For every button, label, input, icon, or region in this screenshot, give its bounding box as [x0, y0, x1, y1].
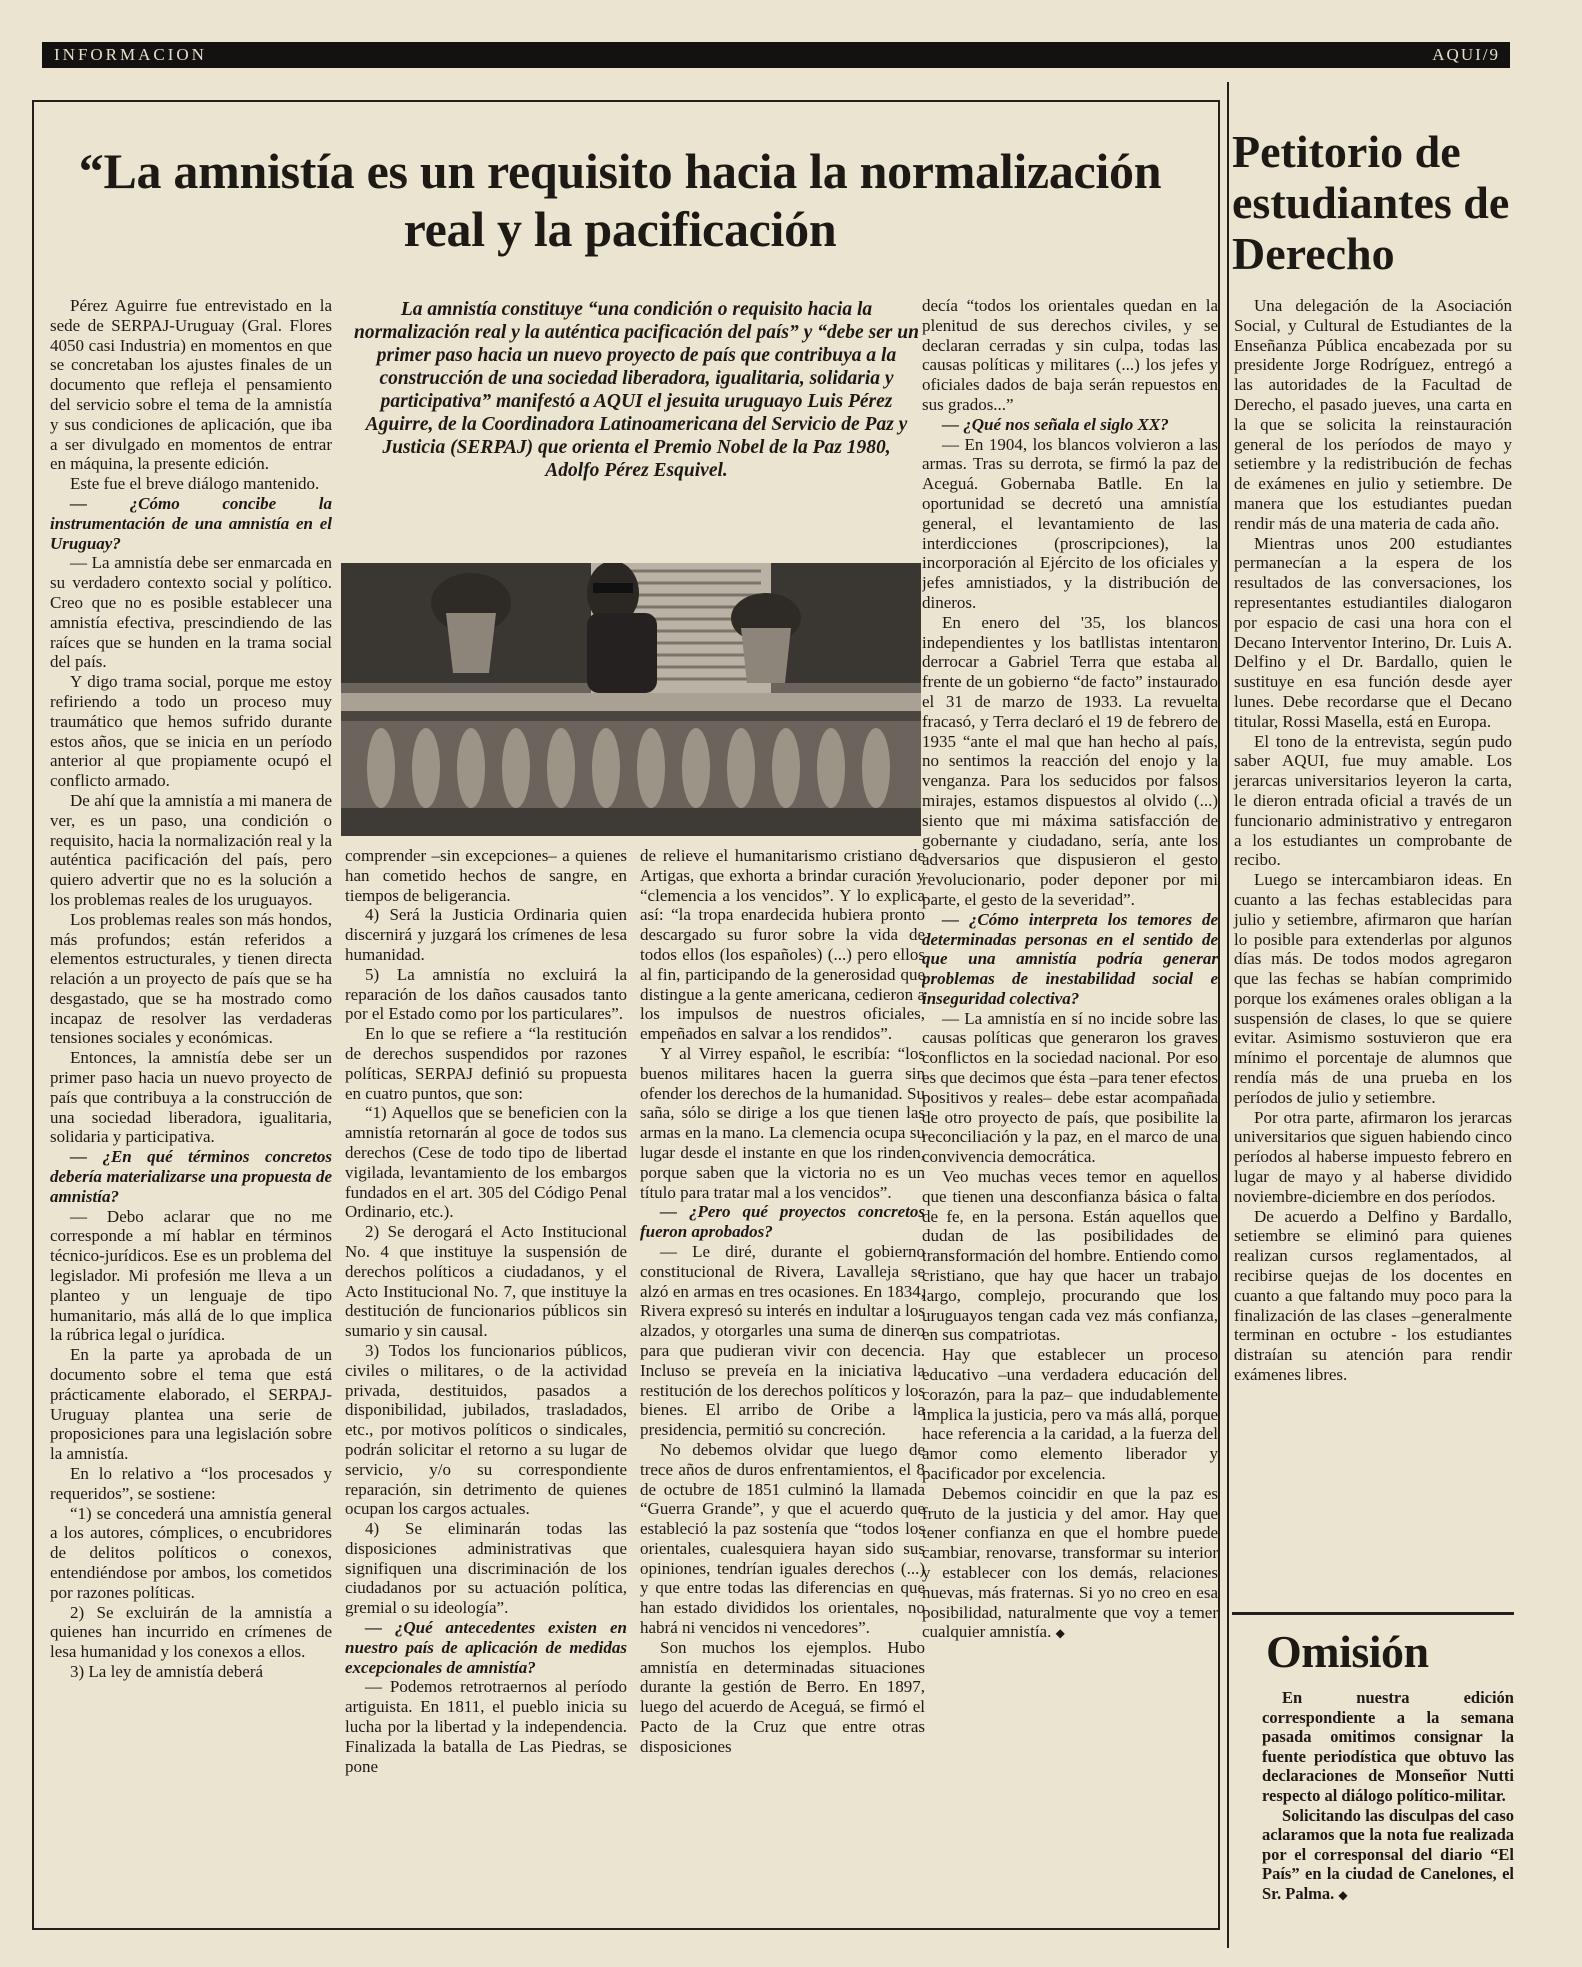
paragraph: 4) Se eliminarán todas las disposiciones administrativas que signifiquen una discriminación de los ciudadanos por su actuación política, gremial o su ideología”. — [345, 1519, 627, 1618]
paragraph: 5) La amnistía no excluirá la reparación de los daños causados tanto por el Estado como por los particulares”. — [345, 964, 627, 1024]
paragraph: En enero del '35, los blancos independientes y los batllistas intentaron derrocar a Gabriel Terra que estaba al frente de un gobierno “de facto” instaurado el 31 de marzo de 1933. La revuelta fracasó, y Terra declaró el 19 de febrero de 1935 “ante el mal que han hecho al país, no sentimos la reacción del enojo y la venganza. Para los seducidos por falsos mirajes, estamos dispuestos al olvido (...) siento que mi máxima satisfacción de gobernante y ciudadano, sería, ante los adversarios que dispusieron el gesto revolucionario, poder deponer por mi parte, el gesto de la severidad”. — [922, 612, 1218, 909]
article-photo — [341, 563, 921, 836]
paragraph: Por otra parte, afirmaron los jerarcas universitarios que siguen habiendo cinco períodos al haberse impuesto febrero en lugar de mayo y al haberse dividido noviembre-diciembre en dos períodos. — [1234, 1107, 1512, 1206]
section-label: INFORMACION — [54, 45, 207, 64]
paragraph: 2) Se derogará el Acto Institucional No. 4 que instituye la suspensión de derechos políticos a ciudadanos, y el Acto Institucional No. 7, que instituye la destitución de funcionarios públicos sin sumario y sin causal. — [345, 1222, 627, 1341]
paragraph — [922, 1484, 1218, 1644]
article-column-4 — [922, 296, 1218, 1926]
paragraph: — Debo aclarar que no me corresponde a mí hablar en términos técnico-jurídicos. Ese es un problema del legislador. Mi profesión me lleva a un planteo y un lenguaje de tipo humanitario, más allá de lo que implica la rúbrica legal o jurídica. — [50, 1206, 332, 1345]
article-column-3 — [640, 846, 925, 1928]
paragraph: Mientras unos 200 estudiantes permanecían a la espera de los resultados de las conversaciones, los representantes estudiantiles dialogaron por espacio de casi una hora con el Decano Interventor Interino, Dr. Luis A. Delfino y el Dr. Bardallo, quien le sustituye en esa función desde ayer lunes. Debe recordarse que el Decano titular, Rossi Masella, está en Europa. — [1234, 533, 1512, 731]
paragraph: Veo muchas veces temor en aquellos que tienen una desconfianza básica o falta de fe, en la persona. Están aquellos que dudan de las posibilidades de transformación del hombre. Entiendo como cristiano, que hay que hacer un trabajo largo, complejo, procurando que los uruguayos tengan cada vez más confianza, en sus compatriotas. — [922, 1167, 1218, 1345]
column-divider — [1227, 82, 1229, 1948]
header-bar — [42, 42, 1510, 68]
paragraph: decía “todos los orientales quedan en la plenitud de sus derechos civiles, y se declaran cerradas y sin culpa, todas las causas políticas y militares (...) los jefes y oficiales dados de baja serán repuestos en sus grados...” — [922, 296, 1218, 414]
paragraph: Entonces, la amnistía debe ser un primer paso hacia un nuevo proyecto de país que contribuya a la construcción de una sociedad liberadora, igualitaria, solidaria y participativa. — [50, 1048, 332, 1147]
paragraph: No debemos olvidar que luego de trece años de duros enfrentamientos, el 8 de octubre de 1851 culminó la llamada “Guerra Grande”, y que el acuerdo que estableció la paz sostenía que “todos los orientales, cualesquiera hayan sido sus opiniones, tendrían iguales derechos (...) y que entre todas las diferencias en que han estado divididos los orientales, no habrá ni vencidos ni vencedores”. — [640, 1439, 925, 1638]
paragraph: — Podemos retrotraernos al período artiguista. En 1811, el pueblo inicia su lucha por la libertad y la independencia. Finalizada la batalla de Las Piedras, se pone — [345, 1677, 627, 1776]
paragraph: — La amnistía en sí no incide sobre las causas políticas que generaron los graves conflictos en la sociedad nacional. Por eso es que decimos que ésta –para tener efectos positivos y reales– debe estar acompañada de otro proyecto de país, que posibilite la reconciliación y la paz, en el marco de una convivencia democrática. — [922, 1008, 1218, 1167]
interview-question: — ¿Qué antecedentes existen en nuestro país de aplicación de medidas excepcionales de amnistía? — [345, 1618, 627, 1677]
paragraph: En la parte ya aprobada de un documento sobre el tema que está prácticamente elaborado, el SERPAJ- Uruguay plantea una serie de proposiciones para una legislación sobre la amnistía. — [50, 1345, 332, 1464]
interview-question: — ¿Qué nos señala el siglo XX? — [942, 414, 1169, 434]
omission-title: Omisión — [1266, 1626, 1429, 1677]
end-mark: ◆ — [1338, 1887, 1348, 1902]
paragraph: comprender –sin excepciones– a quienes han cometido hechos de sangre, en tiempos de beligerancia. — [345, 846, 627, 905]
paragraph: El tono de la entrevista, según pudo saber AQUI, fue muy amable. Los jerarcas universitarios leyeron la carta, le dieron entrada oficial a través de un funcionario administrativo y entregaron a los estudiantes un comprobante de recibo. — [1234, 731, 1512, 870]
paragraph: — Le diré, durante el gobierno constitucional de Rivera, Lavalleja se alzó en armas en tres ocasiones. En 1834, Rivera expresó su interés en indultar a los alzados, y otorgarles una suma de dinero para que pudieran vivir con decencia. Incluso se preveía en la iniciativa la restitución de los derechos políticos y los bienes. El arribo de Oribe a la presidencia, permitió su concreción. — [640, 1241, 925, 1440]
paragraph: “1) Aquellos que se beneficien con la amnistía retornarán al goce de todos sus derechos (Cese de todo tipo de libertad vigilada, levantamiento de los embargos fundados en el art. 305 del Código Penal Ordinario, etc.). — [345, 1103, 627, 1222]
paragraph: 4) Será la Justicia Ordinaria quien discernirá y juzgará los crímenes de lesa humanidad. — [345, 905, 627, 964]
paragraph: Y digo trama social, porque me estoy refiriendo a todo un proceso muy traumático que hemos sufrido durante estos años, que se inicia en un período anterior al que propiamente ocupó el conflicto armado. — [50, 672, 332, 791]
interview-question: — ¿En qué términos concretos debería materializarse una propuesta de amnistía? — [50, 1147, 332, 1206]
article-column-2 — [345, 846, 627, 1928]
article-column-1 — [50, 296, 332, 1926]
sidebar-column — [1234, 296, 1512, 1586]
interview-question: — ¿Pero qué proyectos concretos fueron aprobados? — [640, 1202, 925, 1242]
paragraph: “1) se concederá una amnistía general a los autores, cómplices, o encubridores de delitos políticos o conexos, entendiéndose por ambos, los cometidos por razones políticas. — [50, 1503, 332, 1602]
paragraph: 3) La ley de amnistía deberá — [70, 1661, 264, 1681]
paragraph: Este fue el breve diálogo mantenido. — [70, 474, 320, 494]
paragraph: — En 1904, los blancos volvieron a las armas. Tras su derrota, se firmó la paz de Aceguá. Gobernaba Batlle. En la oportunidad se decretó una amnistía general, el levantamiento de las interdicciones (proscripciones), la incorporación al Ejército de los oficiales y jefes amnistiados, y la distribución de dineros. — [922, 434, 1218, 612]
paragraph: Y al Virrey español, le escribía: “los buenos militares hacen la guerra sin ofender los derechos de la humanidad. Su saña, sólo se dirige a los que tienen las armas en la mano. La clemencia ocupa su lugar desde el instante en que los rinden, porque saben que la victoria no es un título para tratar mal a los vencidos”. — [640, 1043, 925, 1202]
paragraph: Pérez Aguirre fue entrevistado en la sede de SERPAJ-Uruguay (Gral. Flores 4050 casi Industria) en momentos en que se concretaban los ajustes finales de un documento que refleja el pensamiento del servicio sobre el tema de la amnistía y sus condiciones de aplicación, que iba a ser divulgado en momentos de entrar en máquina, la presente edición. — [50, 296, 332, 474]
interview-question: — ¿Cómo concibe la instrumentación de una amnistía en el Uruguay? — [50, 493, 332, 553]
paragraph: de relieve el humanitarismo cristiano de Artigas, que exhorta a brindar curación y “clemencia a los vencidos”. Y lo explica así: “la tropa enardecida hubiera pronto descargado su furor sobre la vida de todos ellos (los españoles) (...) pero ellos al fin, participando de la generosidad que distingue a la gente americana, cedieron a los impulsos de nuestros oficiales, empeñados en salvar a los rendidos”. — [640, 846, 925, 1044]
paragraph — [1262, 1806, 1514, 1906]
sidebar-title: Petitorio de estudiantes de Derecho — [1232, 126, 1510, 279]
paragraph-text: Debemos coincidir en que la paz es fruto de la justicia y del amor. Hay que tener confianza en que el hombre puede cambiar, renovarse, transformar su interior y establecer con los demás, relaciones nuevas, más fraternas. Si yo no creo en esa posibilidad, naturalmente que voy a temer cualquier amnistía. — [922, 1483, 1218, 1642]
article-title: “La amnistía es un requisito hacia la normalización real y la pacificación — [78, 143, 1162, 257]
paragraph: Los problemas reales son más hondos, más profundos; están referidos a elementos estructurales, y tienen directa relación a un proyecto de país que se ha desgastado, que se ha mostrado como incapaz de resolver las verdaderas tensiones sociales y económicas. — [50, 909, 332, 1048]
sidebar-separator — [1232, 1612, 1514, 1615]
article-intro: La amnistía constituye “una condición o requisito hacia la normalización real y la auténtica pacificación del país” y “debe ser un primer paso hacia un nuevo proyecto de país que contribuya a la construcción de una sociedad liberadora, igualitaria, solidaria y participativa” manifestó a AQUI el jesuita uruguayo Luis Pérez Aguirre, de la Coordinadora Latinoamericana del Servicio de Paz y Justicia (SERPAJ) que orienta el Premio Nobel de la Paz 1980, Adolfo Pérez Esquivel. — [354, 299, 919, 481]
balcony-photo-illustration — [341, 563, 921, 836]
paragraph: En nuestra edición correspondiente a la semana pasada omitimos consignar la fuente periodística que obtuvo las declaraciones de Monseñor Nutti respecto al diálogo político-militar. — [1262, 1688, 1514, 1805]
end-mark: ◆ — [1055, 1626, 1065, 1641]
paragraph: — La amnistía debe ser enmarcada en su verdadero contexto social y político. Creo que no es posible establecer una amnistía efectiva, prescindiendo de las raíces que se hunden en la trama social del país. — [50, 553, 332, 672]
paragraph: Luego se intercambiaron ideas. En cuanto a las fechas establecidas para julio y setiembre, afirmaron que harían lo posible para extenderlas por algunos días más. De todos modos agregaron que las fechas se habían comprimido porque los exámenes orales obligan a la suspensión de clases, lo que se quiere evitar. Asimismo sostuvieron que era mínimo el porcentaje de alumnos que rendía más de una prueba en los períodos de julio y setiembre. — [1234, 870, 1512, 1107]
paragraph: Son muchos los ejemplos. Hubo amnistía en determinadas situaciones durante la gestión de Berro. En 1897, luego del acuerdo de Aceguá, se firmó el Pacto de la Cruz que entre otras disposiciones — [640, 1637, 925, 1756]
paragraph: De acuerdo a Delfino y Bardallo, setiembre se eliminó para quienes realizan cursos reglamentados, al recibirse quejas de los docentes en cuanto a que faltando muy poco para la finalización de las clases –generalmente terminan en octubre - los estudiantes distraían su atención para rendir exámenes libres. — [1234, 1206, 1512, 1385]
omission-column — [1262, 1688, 1514, 1918]
paragraph: 3) Todos los funcionarios públicos, civiles o militares, o de la actividad privada, destituidos, pasados a disponibilidad, jubilados, trasladados, etc., por motivos políticos o sindicales, podrán solicitar el retorno a su lugar de servicio, y/o su correspondiente reparación, sin detrimento de quienes ocupan los cargos actuales. — [345, 1340, 627, 1519]
paragraph: En lo que se refiere a “la restitución de derechos suspendidos por razones políticas, SERPAJ definió su propuesta en cuatro puntos, que son: — [345, 1024, 627, 1103]
interview-question: — ¿Cómo interpreta los temores de determinadas personas en el sentido de que una amnistía podría generar problemas de inestabilidad social e inseguridad colectiva? — [922, 909, 1218, 1008]
paragraph: En lo relativo a “los procesados y requeridos”, se sostiene: — [50, 1464, 332, 1503]
page-label: AQUI/9 — [1432, 45, 1500, 64]
paragraph: Hay que establecer un proceso educativo –una verdadera educación del corazón, para la paz– que indudablemente implica la justicia, pero va más allá, porque hace referencia a la caridad, a la fuerza del amor como elemento liberador y pacificador por excelencia. — [922, 1345, 1218, 1484]
paragraph-text: Solicitando las disculpas del caso aclaramos que la nota fue realizada por el corresponsal del diario “El País” en la ciudad de Canelones, el Sr. Palma. — [1262, 1805, 1514, 1903]
paragraph: Una delegación de la Asociación Social, y Cultural de Estudiantes de la Enseñanza Pública encabezada por su presidente Jorge Rodríguez, entregó a las autoridades de la Facultad de Derecho, el pasado jueves, una carta en la que se solicita la reinstauración general de los períodos de mayo y setiembre y la redistribución de fechas de exámenes en julio y setiembre. De manera que los estudiantes puedan rendir más de una materia de cada año. — [1234, 296, 1512, 533]
paragraph: De ahí que la amnistía a mi manera de ver, es un paso, una condición o requisito, hacia la normalización real y la auténtica pacificación del país, pero quiero advertir que no es la solución a los problemas reales de los uruguayos. — [50, 790, 332, 909]
paragraph: 2) Se excluirán de la amnistía a quienes han incurrido en crímenes de lesa humanidad y los conexos a ellos. — [50, 1602, 332, 1662]
